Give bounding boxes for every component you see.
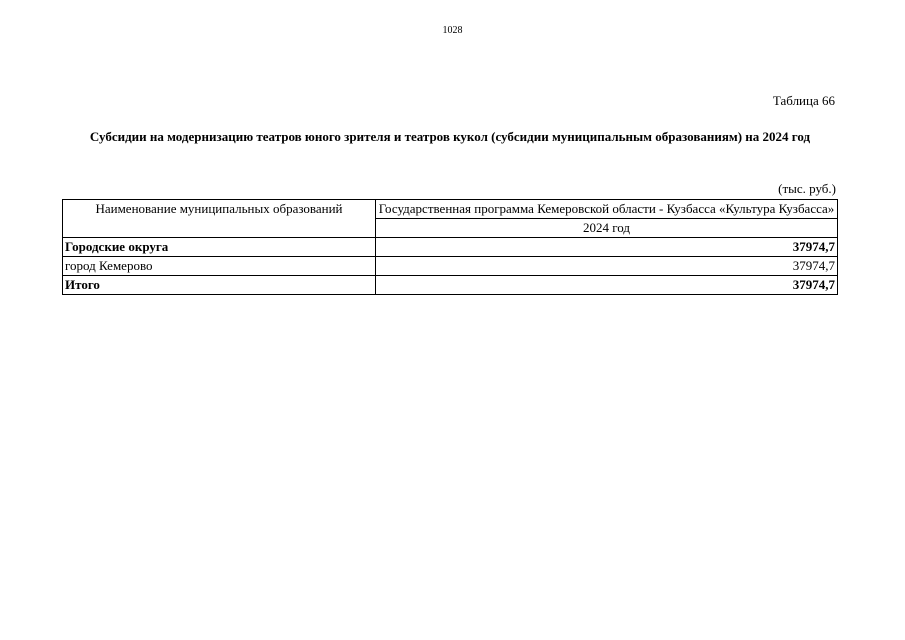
row-name: город Кемерово: [63, 257, 376, 276]
column-header-year: 2024 год: [376, 219, 838, 238]
units-label: (тыс. руб.): [778, 181, 836, 196]
table-row: [63, 257, 838, 276]
column-header-program: Государственная программа Кемеровской области - Кузбасса «Культура Кузбасса»: [376, 200, 838, 219]
subsidy-table: [62, 199, 838, 295]
row-name: Итого: [63, 276, 376, 295]
row-value: 37974,7: [376, 257, 838, 276]
row-name: Городские округа: [63, 238, 376, 257]
table-row: [63, 238, 838, 257]
document-title: Субсидии на модернизацию театров юного зрителя и театров кукол (субсидии муниципальным образованиям) на 2024 год: [89, 129, 811, 144]
row-value: 37974,7: [376, 276, 838, 295]
table-row-total: [63, 276, 838, 295]
table-header-row: [63, 200, 838, 219]
table-label: Таблица 66: [772, 93, 835, 108]
column-header-municipality: Наименование муниципальных образований: [63, 200, 376, 238]
row-value: 37974,7: [376, 238, 838, 257]
page-number: 1028: [442, 25, 463, 36]
